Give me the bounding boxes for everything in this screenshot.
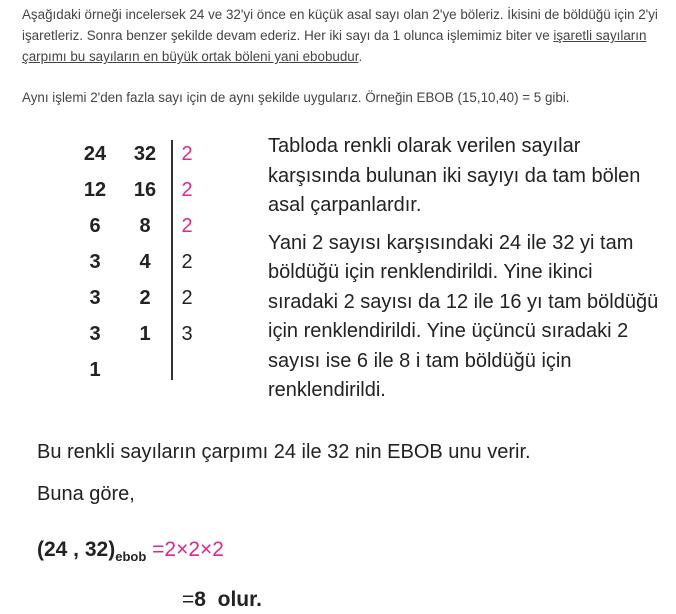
table-cell-p-1: 2 xyxy=(181,179,193,201)
table-cell-a-6: 1 xyxy=(89,359,101,381)
result-value: 8 xyxy=(194,588,206,611)
ebob-figure xyxy=(0,118,676,614)
ebob-result xyxy=(182,586,262,614)
table-cell-a-3: 3 xyxy=(89,251,101,273)
table-cell-a-5: 3 xyxy=(89,323,101,345)
table-cell-b-3: 4 xyxy=(139,251,151,273)
table-cell-a-1: 12 xyxy=(83,179,107,201)
result-word: olur. xyxy=(217,588,262,611)
equation-equals: = xyxy=(152,538,165,561)
table-cell-p-2: 2 xyxy=(181,215,193,237)
table-cell-b-1: 16 xyxy=(133,179,157,201)
buna-gore-text: Buna göre, xyxy=(37,483,135,505)
result-equals: = xyxy=(182,588,195,611)
intro-paragraph xyxy=(22,4,667,67)
equation-rhs: 2×2×2 xyxy=(164,538,224,561)
intro-text: Aşağıdaki örneği incelersek 24 ve 32'yi önce en küçük asal sayı olan 2'ye böleriz. İkisini de böldüğü için 2'yi işaretleriz. Sonra benzer şekilde devam ederiz. Her iki sayı da 1 olunca işlemimiz biter ve xyxy=(22,7,658,43)
conclusion-text: Bu renkli sayıların çarpımı 24 ile 32 nin EBOB unu verir. xyxy=(37,441,531,463)
table-cell-b-4: 2 xyxy=(139,287,151,309)
explanation xyxy=(268,132,668,406)
division-line xyxy=(171,140,173,380)
table-cell-b-2: 8 xyxy=(139,215,151,237)
explanation-paragraph-2: Yani 2 sayısı karşısındaki 24 ile 32 yi tam böldüğü için renklendirildi. Yine ikinci sıradaki 2 sayısı da 12 ile 16 yı tam böldüğü için renklendirildi. Yine üçüncü sıradaki 2 sayısı ise 6 ile 8 i tam böldüğü için renklendirildi. xyxy=(268,231,659,401)
table-cell-a-4: 3 xyxy=(89,287,101,309)
intro-underlined-text: işaretli sayıların çarpımı bu sayıların en büyük ortak böleni yani ebobudur xyxy=(22,28,647,64)
table-cell-p-5: 3 xyxy=(181,323,193,345)
table-cell-p-0: 2 xyxy=(181,143,193,165)
table-cell-b-0: 32 xyxy=(133,143,157,165)
table-cell-a-2: 6 xyxy=(89,215,101,237)
explanation-paragraph-1: Tabloda renkli olarak verilen sayılar karşısında bulunan iki sayıyı da tam bölen asal çarpanlardır. xyxy=(268,135,641,216)
example-note: Aynı işlemi 2'den fazla sayı için de aynı şekilde uygularız. Örneğin EBOB (15,10,40) = 5 gibi. xyxy=(22,90,570,105)
table-cell-p-3: 2 xyxy=(181,251,193,273)
table-cell-b-5: 1 xyxy=(139,323,151,345)
equation-subscript: ebob xyxy=(115,549,147,564)
equation-lhs: (24 , 32) xyxy=(37,538,116,561)
table-cell-p-4: 2 xyxy=(181,287,193,309)
intro-period: . xyxy=(358,49,363,64)
ebob-equation xyxy=(37,536,224,571)
table-cell-a-0: 24 xyxy=(83,143,107,165)
